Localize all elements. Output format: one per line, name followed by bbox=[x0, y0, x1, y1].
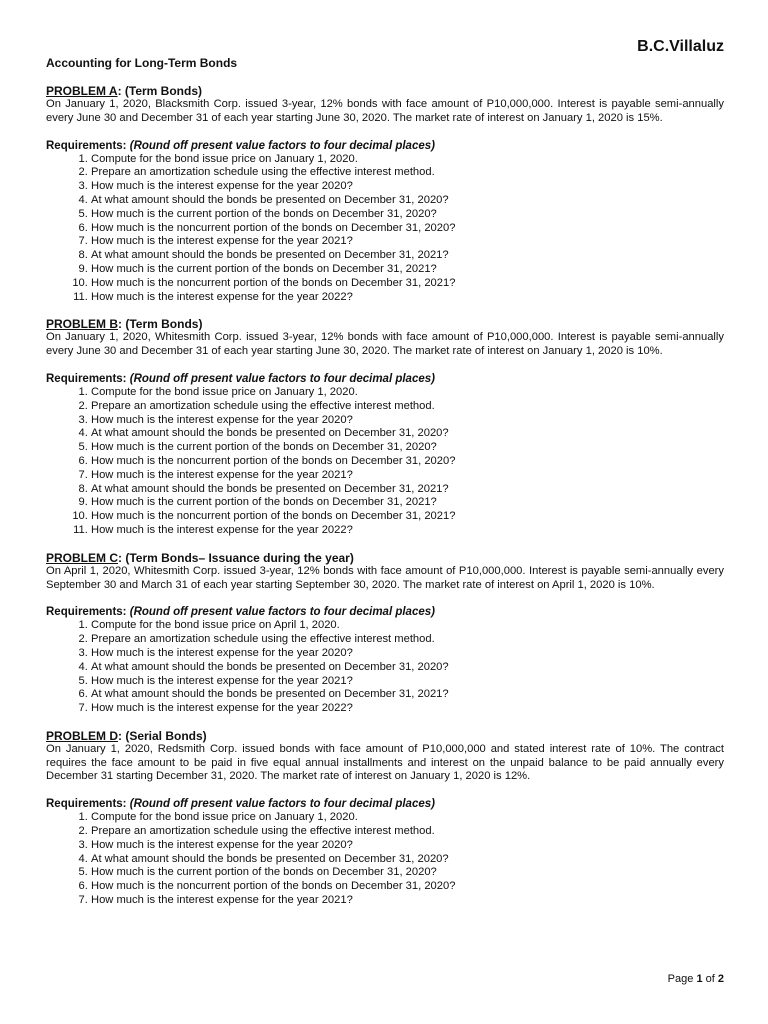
problem-heading bbox=[46, 729, 724, 743]
requirements-list bbox=[46, 619, 724, 716]
problem-heading bbox=[46, 84, 724, 98]
problem-section bbox=[46, 729, 724, 908]
document-page bbox=[46, 36, 724, 908]
requirement-item: 5. How much is the current portion of the bonds on December 31, 2020? bbox=[91, 208, 724, 222]
requirement-item: 8. At what amount should the bonds be presented on December 31, 2021? bbox=[91, 249, 724, 263]
of-word: of bbox=[705, 973, 715, 985]
problem-label: PROBLEM D bbox=[46, 728, 118, 743]
problem-section bbox=[46, 84, 724, 304]
requirement-item: 6. How much is the noncurrent portion of the bonds on December 31, 2020? bbox=[91, 880, 724, 894]
requirements-heading bbox=[46, 605, 724, 619]
requirement-item: 2. Prepare an amortization schedule using the effective interest method. bbox=[91, 633, 724, 647]
requirement-item: 1. Compute for the bond issue price on January 1, 2020. bbox=[91, 386, 724, 400]
problem-heading bbox=[46, 551, 724, 565]
problem-text: On January 1, 2020, Blacksmith Corp. issued 3-year, 12% bonds with face amount of P10,000,000. Interest is payable semi-annually every June 30 and December 31 of each year starting June 30, 2020. The market rate of interest on January 1, 2020 is 15%. bbox=[46, 98, 724, 124]
requirements-heading bbox=[46, 372, 724, 386]
problem-text: On January 1, 2020, Whitesmith Corp. issued 3-year, 12% bonds with face amount of P10,000,000. Interest is payable semi-annually every June 30 and December 31 of each year starting June 30, 2020. The market rate of interest on January 1, 2020 is 10%. bbox=[46, 331, 724, 358]
problem-subtitle: : (Term Bonds– Issuance during the year) bbox=[118, 550, 354, 565]
requirement-item: 4. At what amount should the bonds be presented on December 31, 2020? bbox=[91, 853, 724, 867]
requirement-item: 1. Compute for the bond issue price on April 1, 2020. bbox=[91, 619, 724, 633]
requirement-item: 3. How much is the interest expense for the year 2020? bbox=[91, 839, 724, 853]
requirement-item: 5. How much is the interest expense for the year 2021? bbox=[91, 675, 724, 689]
requirement-item: 7. How much is the interest expense for the year 2021? bbox=[91, 235, 724, 249]
requirement-item: 11. How much is the interest expense for the year 2022? bbox=[91, 524, 724, 538]
requirements-label: Requirements: bbox=[46, 139, 127, 152]
page-number: 1 bbox=[696, 973, 703, 985]
problems-container bbox=[46, 84, 724, 908]
requirement-item: 6. How much is the noncurrent portion of the bonds on December 31, 2020? bbox=[91, 222, 724, 236]
requirement-item: 3. How much is the interest expense for the year 2020? bbox=[91, 180, 724, 194]
requirement-item: 11. How much is the interest expense for the year 2022? bbox=[91, 291, 724, 305]
page-total: 2 bbox=[717, 973, 724, 985]
requirements-heading bbox=[46, 797, 724, 811]
requirements-note: (Round off present value factors to four decimal places) bbox=[129, 372, 435, 385]
problem-section bbox=[46, 317, 724, 537]
requirements-note: (Round off present value factors to four decimal places) bbox=[129, 606, 435, 619]
requirement-item: 9. How much is the current portion of the bonds on December 31, 2021? bbox=[91, 263, 724, 277]
page-word: Page bbox=[667, 973, 694, 985]
requirement-item: 6. At what amount should the bonds be presented on December 31, 2021? bbox=[91, 688, 724, 702]
requirement-item: 9. How much is the current portion of the bonds on December 31, 2021? bbox=[91, 496, 724, 510]
requirement-item: 10. How much is the noncurrent portion of the bonds on December 31, 2021? bbox=[91, 510, 724, 524]
problem-label: PROBLEM A bbox=[46, 84, 118, 98]
requirement-item: 7. How much is the interest expense for the year 2021? bbox=[91, 894, 724, 908]
problem-subtitle: : (Term Bonds) bbox=[118, 317, 203, 332]
requirement-item: 6. How much is the noncurrent portion of the bonds on December 31, 2020? bbox=[91, 455, 724, 469]
requirement-item: 1. Compute for the bond issue price on January 1, 2020. bbox=[91, 153, 724, 167]
requirements-list bbox=[46, 153, 724, 305]
document-title: Accounting for Long-Term Bonds bbox=[46, 56, 238, 70]
author-name: B.C.Villaluz bbox=[637, 38, 724, 55]
problem-section bbox=[46, 551, 724, 716]
problem-subtitle: : (Serial Bonds) bbox=[118, 728, 207, 743]
requirements-note: (Round off present value factors to four decimal places) bbox=[129, 798, 435, 811]
requirement-item: 2. Prepare an amortization schedule using the effective interest method. bbox=[91, 400, 724, 414]
requirement-item: 2. Prepare an amortization schedule using the effective interest method. bbox=[91, 825, 724, 839]
requirements-label: Requirements: bbox=[46, 606, 127, 619]
problem-label: PROBLEM B bbox=[46, 317, 118, 332]
requirement-item: 1. Compute for the bond issue price on January 1, 2020. bbox=[91, 811, 724, 825]
requirement-item: 5. How much is the current portion of the bonds on December 31, 2020? bbox=[91, 441, 724, 455]
requirement-item: 4. At what amount should the bonds be presented on December 31, 2020? bbox=[91, 427, 724, 441]
page-footer bbox=[668, 973, 724, 985]
problem-heading bbox=[46, 317, 724, 331]
requirement-item: 10. How much is the noncurrent portion of the bonds on December 31, 2021? bbox=[91, 277, 724, 291]
requirements-list bbox=[46, 811, 724, 908]
requirement-item: 8. At what amount should the bonds be presented on December 31, 2021? bbox=[91, 483, 724, 497]
requirement-item: 5. How much is the current portion of the bonds on December 31, 2020? bbox=[91, 866, 724, 880]
problem-text: On April 1, 2020, Whitesmith Corp. issued 3-year, 12% bonds with face amount of P10,000,000. Interest is payable semi-annually every September 30 and March 31 of each year starting September 30, 2020. The market rate of interest on April 1, 2020 is 10%. bbox=[46, 564, 724, 591]
problem-subtitle: : (Term Bonds) bbox=[117, 84, 203, 98]
requirements-heading bbox=[46, 139, 724, 153]
requirement-item: 3. How much is the interest expense for the year 2020? bbox=[91, 414, 724, 428]
requirement-item: 2. Prepare an amortization schedule using the effective interest method. bbox=[91, 166, 724, 180]
requirement-item: 7. How much is the interest expense for the year 2022? bbox=[91, 702, 724, 716]
requirements-label: Requirements: bbox=[46, 798, 127, 811]
problem-label: PROBLEM C bbox=[46, 550, 118, 565]
requirements-note: (Round off present value factors to four decimal places) bbox=[129, 139, 435, 152]
requirement-item: 4. At what amount should the bonds be presented on December 31, 2020? bbox=[91, 661, 724, 675]
requirement-item: 3. How much is the interest expense for the year 2020? bbox=[91, 647, 724, 661]
requirement-item: 4. At what amount should the bonds be presented on December 31, 2020? bbox=[91, 194, 724, 208]
problem-text: On January 1, 2020, Redsmith Corp. issued bonds with face amount of P10,000,000 and stated interest rate of 10%. The contract requires the face amount to be paid in five equal annual installments and interest on the unpaid balance to be paid annually every December 31 starting December 31, 2020. The market rate of interest on January 1, 2020 is 12%. bbox=[46, 742, 724, 783]
requirement-item: 7. How much is the interest expense for the year 2021? bbox=[91, 469, 724, 483]
requirements-label: Requirements: bbox=[46, 372, 127, 385]
requirements-list bbox=[46, 386, 724, 538]
